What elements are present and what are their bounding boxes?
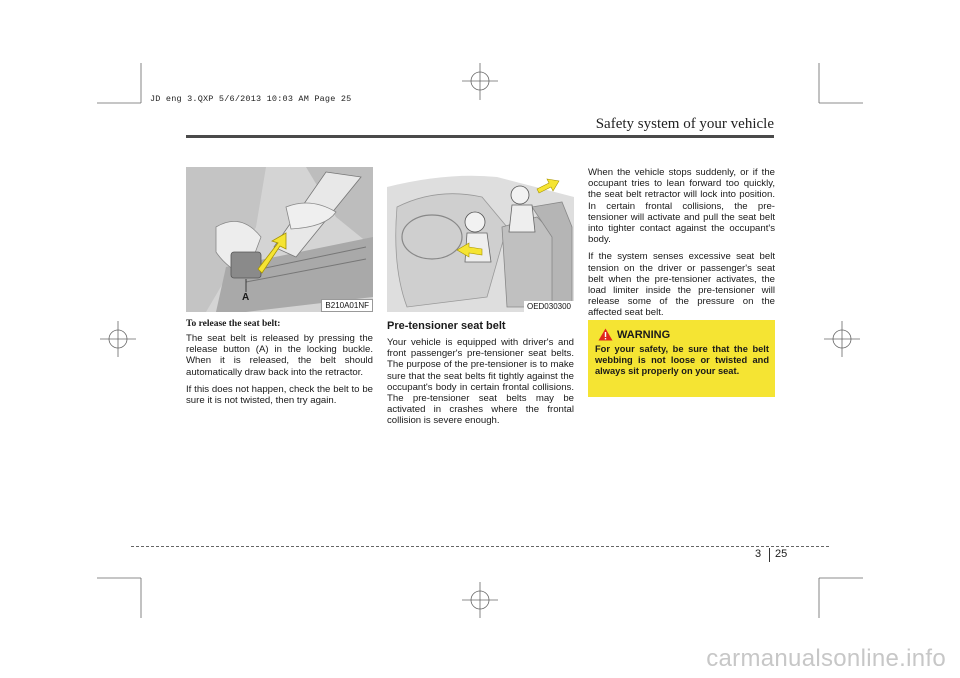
footer-rule: [131, 546, 829, 547]
caption-release: To release the seat belt:: [186, 319, 281, 329]
warning-title: WARNING: [617, 329, 671, 341]
page-number-separator: [769, 548, 770, 562]
figure-belt-release: [186, 167, 373, 312]
figure-code: B210A01NF: [321, 299, 373, 312]
seat-belt-buckle-illustration: [186, 167, 373, 312]
page-number: 25: [775, 548, 788, 560]
warning-text: For your safety, be sure that the belt webbing is not loose or twisted and always sit properly on your seat.: [595, 344, 769, 376]
figure-label-a: A: [242, 292, 250, 303]
column-pretensioner: [387, 167, 574, 433]
figure-code: OED030300: [524, 301, 574, 312]
header-rule: [186, 135, 774, 138]
paragraph-pretensioner: Your vehicle is equipped with driver's and front passenger's pre-tensioner seat belts. The purpose of the pre-tensioner is to make sure that the seat belts fit tightly against the occupant's body in certain frontal collisions. The pre-tensioner seat belts may be activated in crashes where the frontal collision is severe enough.: [387, 337, 574, 427]
warning-box: [588, 320, 775, 397]
paragraph-release-2: If this does not happen, check the belt to be sure it is not twisted, then try again.: [186, 383, 373, 407]
paragraph-load-2: If the system senses excessive seat belt tension on the driver or passenger's seat belt when the pre-tensioner activates, the load limiter inside the pre-tensioner will release some of the pressure on the affected seat belt.: [588, 251, 775, 319]
chapter-number: 3: [755, 548, 762, 560]
pretensioner-illustration: [387, 167, 574, 312]
page-header-title: Safety system of your vehicle: [595, 116, 774, 132]
section-heading-pretensioner: Pre-tensioner seat belt: [387, 320, 506, 332]
column-release-belt: [186, 167, 373, 412]
warning-triangle-icon: [598, 328, 613, 341]
watermark: carmanualsonline.info: [706, 645, 946, 672]
figure-pretensioner: [387, 167, 574, 312]
paragraph-load-1: When the vehicle stops suddenly, or if the occupant tries to lean forward too quickly, the seat belt retractor will lock into position. In certain frontal collisions, the pre-tensioner will activate and pull the seat belt into tighter contact against the occupant's body.: [588, 167, 775, 246]
print-slug: JD eng 3.QXP 5/6/2013 10:03 AM Page 25: [150, 94, 352, 104]
column-load-limiter: [588, 167, 775, 325]
paragraph-release-1: The seat belt is released by pressing the release button (A) in the locking buckle. When it is released, the belt should automatically draw back into the retractor.: [186, 333, 373, 378]
